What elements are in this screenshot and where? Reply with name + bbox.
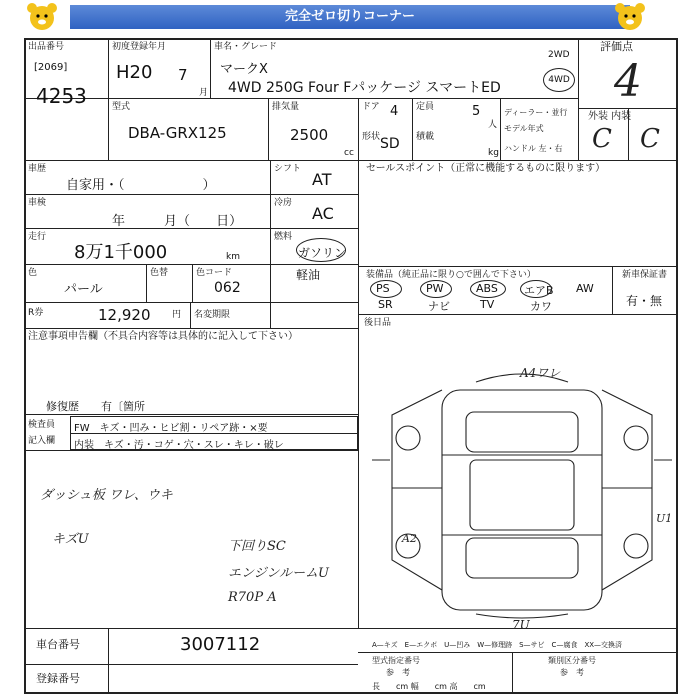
fw-row: FW キズ・凹み・ヒビ割・リペア跡・×要 xyxy=(74,423,268,434)
reg-month: 7 xyxy=(178,66,188,84)
model-code: DBA-GRX125 xyxy=(128,124,227,142)
repair-label: 修復歴 有〔箇所 xyxy=(46,400,145,413)
warranty-label: 新車保証書 xyxy=(622,270,668,280)
model-cert-label: 型式指定番号 xyxy=(372,656,420,665)
shape-label: 形状 xyxy=(362,132,381,142)
displacement-label: 排気量 xyxy=(272,102,300,112)
capacity-label: 定員 xyxy=(416,102,435,112)
capacity: 5 xyxy=(472,104,481,119)
ref-label-2: 参 考 xyxy=(560,668,584,677)
equip-circle xyxy=(520,280,552,298)
displacement: 2500 xyxy=(290,126,329,144)
load-label: 積載 xyxy=(416,132,435,142)
rear-label: 後日品 xyxy=(364,318,392,328)
mileage-value: 8万1千000 xyxy=(74,242,168,263)
day-unit: 日 xyxy=(216,214,230,229)
shift-label: シフト xyxy=(274,164,302,174)
person-unit: 人 xyxy=(488,120,498,130)
recycle-value: 12,920 xyxy=(98,306,151,324)
color-value: パール xyxy=(64,282,103,297)
name-change-label: 名変期限 xyxy=(194,310,231,320)
equip-item: PS xyxy=(376,282,390,295)
dealer-label: ディーラー・並行 xyxy=(504,108,568,117)
reg-year: H20 xyxy=(116,62,153,83)
fuel-circle xyxy=(296,238,346,262)
car-grade-label: 車名・グレード xyxy=(214,42,278,52)
equip-item: SR xyxy=(378,298,393,311)
warranty-value: 有・無 xyxy=(626,294,663,308)
bear-mascot-left-icon xyxy=(22,2,62,34)
drive-4wd-circle xyxy=(543,68,575,92)
mileage-label: 走行 xyxy=(28,232,47,242)
inspector-label: 検査員 xyxy=(28,420,56,430)
model-year-label: モデル年式 xyxy=(504,124,544,133)
lot-number: 4253 xyxy=(36,84,87,108)
equip-item: PW xyxy=(426,282,444,295)
equip-circle xyxy=(470,280,506,298)
fuel-label: 燃料 xyxy=(274,232,293,242)
color-change-label: 色替 xyxy=(150,268,169,278)
equip-circle xyxy=(370,280,402,298)
doors: 4 xyxy=(390,104,399,119)
history-value: 自家用・（ ） xyxy=(66,178,216,193)
inspection-label: 車検 xyxy=(28,198,47,208)
km-unit: km xyxy=(226,252,240,262)
first-reg-label: 初度登録年月 xyxy=(112,42,167,52)
history-label: 車歴 xyxy=(28,164,47,174)
inspection-date: 年 月（ 日） xyxy=(112,214,243,229)
recorder-label: 記入欄 xyxy=(28,436,56,446)
yen-unit: 円 xyxy=(172,310,182,320)
ref-label: 参 考 xyxy=(386,668,410,677)
doors-label: ドア xyxy=(362,102,380,112)
note-scratch: キズU xyxy=(52,532,89,547)
car-grade: 4WD 250G Four Fパッケージ スマートED xyxy=(228,80,501,96)
ext-int-label: 外装 内装 xyxy=(588,111,632,122)
drive-4wd: 4WD xyxy=(548,75,570,85)
drive-2wd: 2WD xyxy=(548,50,570,60)
equip-item: ABS xyxy=(476,282,498,295)
kg-unit: kg xyxy=(488,148,499,158)
equip-item: カワ xyxy=(530,300,552,313)
handle-label: ハンドル 左・右 xyxy=(504,144,563,153)
int-row: 内装 キズ・汚・コゲ・穴・スレ・キレ・破レ xyxy=(74,440,284,451)
note-engine: エンジンルームU xyxy=(228,566,329,581)
ac-label: 冷房 xyxy=(274,198,293,208)
shape: SD xyxy=(380,136,400,152)
car-damage-diagram xyxy=(372,360,673,632)
ext-grade: C xyxy=(592,124,612,154)
shift-value: AT xyxy=(312,170,332,189)
diag-left: A2 xyxy=(402,532,417,545)
month-unit: 月 xyxy=(199,88,209,98)
color-label: 色 xyxy=(28,268,38,278)
diag-top: A4ワレ xyxy=(520,366,561,380)
equip-item: ナビ xyxy=(428,300,450,313)
model-label: 型式 xyxy=(112,102,131,112)
cc-unit: cc xyxy=(344,148,354,158)
equip-item: TV xyxy=(480,298,495,311)
note-r70: R70P A xyxy=(228,590,277,605)
diag-right: U1 xyxy=(656,512,673,525)
color-code-label: 色コード xyxy=(196,268,233,278)
equip-item: AW xyxy=(576,282,594,295)
fuel-diesel: 軽油 xyxy=(296,268,321,282)
int-grade: C xyxy=(640,124,660,154)
chassis-value: 3007112 xyxy=(180,634,261,655)
note-dash: ダッシュ板 ワレ、ウキ xyxy=(40,488,173,503)
equipment-label: 装備品（純正品に限り○で囲んで下さい） xyxy=(366,270,536,280)
fuel-gas: ガソリン xyxy=(298,246,347,260)
color-code-value: 062 xyxy=(214,280,241,296)
recycle-label: R券 xyxy=(28,308,44,318)
equip-circle xyxy=(420,280,452,298)
reg-label: 登録番号 xyxy=(36,672,80,685)
equipment-grid xyxy=(364,282,608,314)
bear-mascot-right-icon xyxy=(610,2,650,34)
year-unit: 年 xyxy=(112,214,126,229)
dimensions-label: 長 cm 幅 cm 高 cm xyxy=(372,682,486,691)
declaration-label: 注意事項申告欄（不具合内容等は具体的に記入して下さい） xyxy=(28,331,298,342)
chassis-label: 車台番号 xyxy=(36,638,80,651)
score-value: 4 xyxy=(614,56,642,107)
lot-label: 出品番号 xyxy=(28,42,65,52)
diag-bottom: 7U xyxy=(512,618,530,632)
page-banner: 完全ゼロ切りコーナー xyxy=(70,5,630,29)
lot-sub: [2069] xyxy=(34,62,68,73)
sales-point-label: セールスポイント（正常に機能するものに限ります） xyxy=(366,163,606,174)
ac-value: AC xyxy=(312,204,334,223)
score-label: 評価点 xyxy=(600,40,633,53)
damage-legend: A—キズ E—エクボ U—凹み W—修理跡 S—サビ C—腐食 XX—交換済 xyxy=(372,641,623,649)
equip-item: エアB xyxy=(524,284,554,297)
car-name: マークX xyxy=(220,62,268,77)
month-unit-2: 月 xyxy=(164,214,178,229)
category-label: 類別区分番号 xyxy=(548,656,596,665)
note-lower: 下回りSC xyxy=(228,539,286,554)
